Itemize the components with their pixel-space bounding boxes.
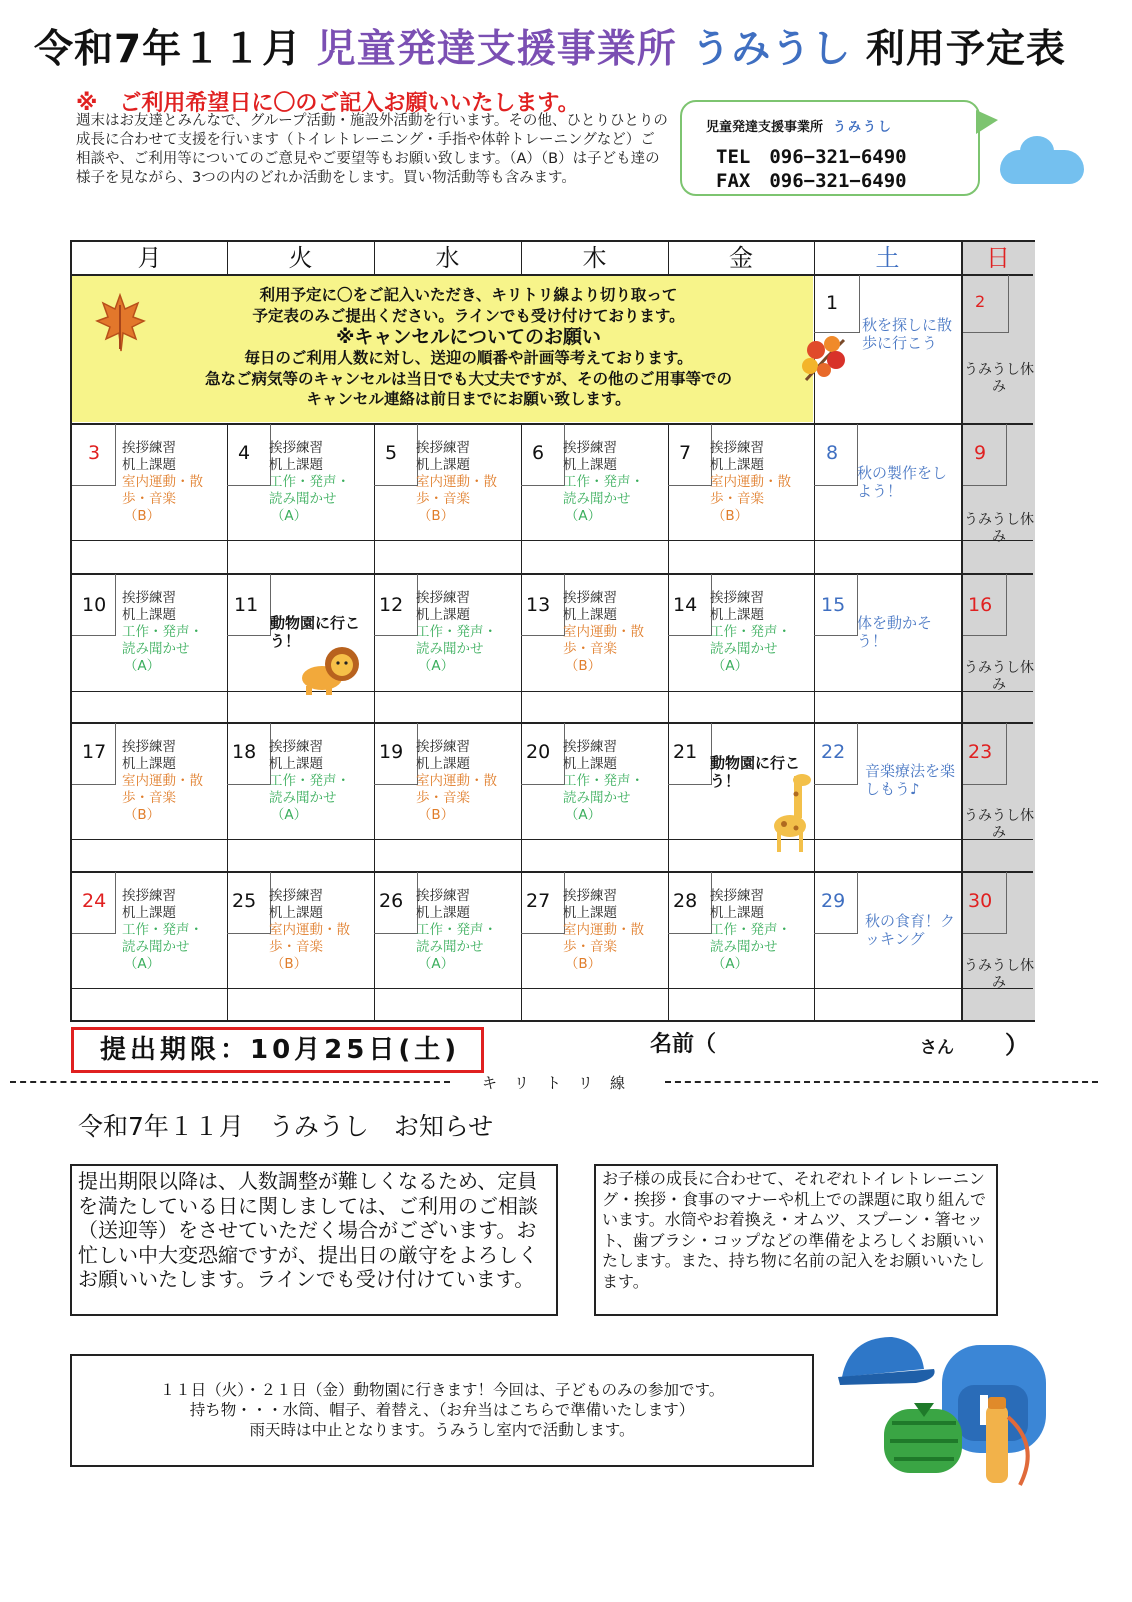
banner-line: 毎日のご利用人数に対し、送迎の順番や計画等考えております。: [244, 349, 693, 367]
event-sat-15: 体を動かそう！: [857, 614, 933, 650]
activity-line: 工作・発声・: [563, 773, 644, 789]
banner-line: キャンセル連絡は前日までにお願い致します。: [306, 390, 631, 408]
activity-line: 工作・発声・: [269, 773, 350, 789]
activity-line: 挨拶練習: [710, 440, 764, 456]
name-close-paren: ）: [1005, 1031, 1029, 1059]
date-19: 19: [379, 741, 404, 763]
rest-day-30: うみうし休み: [964, 958, 1034, 991]
grid-line: [227, 242, 228, 275]
weekday-sat: 土: [875, 244, 900, 272]
activity-line: 挨拶練習: [416, 440, 470, 456]
activity-line: 挨拶練習: [563, 440, 617, 456]
activity-24: [122, 888, 220, 973]
activity-line: 工作・発声・: [416, 922, 497, 938]
weekday-fri: 金: [729, 244, 753, 272]
activity-line: 歩・音楽: [122, 491, 176, 507]
activity-line: 挨拶練習: [416, 888, 470, 904]
activity-group: （B）: [123, 807, 161, 823]
title-name: うみうし: [691, 27, 852, 72]
belongings-illustration: [830, 1325, 1070, 1495]
activity-group: （A）: [417, 956, 455, 972]
instruction-banner: [72, 275, 813, 422]
date-26: 26: [379, 890, 404, 912]
autumn-branch-icon: [796, 330, 854, 386]
activity-28: [710, 888, 808, 973]
activity-line: 読み聞かせ: [269, 790, 337, 806]
date-8: 8: [826, 442, 839, 464]
activity-line: 挨拶練習: [269, 739, 323, 755]
activity-line: 読み聞かせ: [563, 790, 631, 806]
activity-17: [122, 739, 220, 824]
activity-line: 机上課題: [710, 457, 764, 473]
activity-line: 歩・音楽: [563, 641, 617, 657]
grid-line: [374, 242, 375, 275]
activity-group: （B）: [417, 807, 455, 823]
activity-10: [122, 590, 220, 675]
banner-line: 利用予定に〇をご記入いただき、キリトリ線より切り取って: [259, 286, 678, 304]
activity-line: 挨拶練習: [710, 590, 764, 606]
date-4: 4: [238, 442, 251, 464]
date-12: 12: [379, 594, 404, 616]
activity-line: 工作・発声・: [710, 624, 791, 640]
date-27: 27: [526, 890, 551, 912]
news-box-zoo: [70, 1354, 814, 1467]
activity-group: （B）: [417, 508, 455, 524]
date-10: 10: [82, 594, 107, 616]
activity-group: （A）: [123, 956, 161, 972]
activity-line: 机上課題: [563, 457, 617, 473]
activity-line: 机上課題: [122, 607, 176, 623]
event-sat-8: 秋の製作をしよう！: [857, 464, 948, 500]
activity-line: 読み聞かせ: [416, 939, 484, 955]
event-sat-29: 秋の食育！クッキング: [865, 912, 956, 948]
activity-line: 工作・発声・: [416, 624, 497, 640]
activity-line: 室内運動・散: [416, 474, 497, 490]
weekday-sun: 日: [986, 244, 1010, 272]
date-29: 29: [821, 890, 846, 912]
activity-line: 室内運動・散: [710, 474, 791, 490]
title-suffix: 利用予定表: [865, 27, 1066, 72]
activity-line: 歩・音楽: [710, 491, 764, 507]
cut-line-right: [665, 1081, 1098, 1083]
zoo-note-line: １１日（火）・２１日（金）動物園に行きます！今回は、子どものみの参加です。: [159, 1381, 725, 1399]
date-17: 17: [82, 741, 107, 763]
name-suffix: さん: [920, 1038, 954, 1058]
activity-line: 読み聞かせ: [710, 939, 778, 955]
activity-line: 挨拶練習: [122, 888, 176, 904]
contact-org-label: 児童発達支援事業所: [706, 120, 824, 135]
date-25: 25: [232, 890, 257, 912]
grid-line: [72, 839, 1033, 840]
activity-line: 歩・音楽: [416, 790, 470, 806]
activity-line: 机上課題: [416, 905, 470, 921]
date-28: 28: [673, 890, 698, 912]
grid-line: [668, 242, 669, 275]
activity-group: （A）: [564, 508, 602, 524]
activity-group: （A）: [417, 658, 455, 674]
date-14: 14: [673, 594, 698, 616]
activity-line: 机上課題: [269, 457, 323, 473]
banner-line: 急なご病気等のキャンセルは当日でも大丈夫ですが、その他のご用事等での: [204, 369, 732, 388]
activity-line: 机上課題: [269, 756, 323, 772]
activity-line: 机上課題: [122, 457, 176, 473]
date-7: 7: [679, 442, 692, 464]
grid-line: [72, 988, 1033, 989]
contact-name: うみうし: [833, 120, 894, 135]
news-box-deadline: 提出期限以降は、人数調整が難しくなるため、定員を満たしている日に関しましては、ご利用のご相談（送迎等）をさせていただく場合がございます。お忙しい中大変恐縮ですが、提出日の厳守をよろしくお願いいたします。ラインでも受け付けています。: [70, 1164, 558, 1316]
activity-line: 工作・発声・: [710, 922, 791, 938]
contact-bubble: [680, 100, 980, 196]
activity-6: [563, 440, 661, 525]
activity-group: （B）: [711, 508, 749, 524]
activity-line: 挨拶練習: [269, 888, 323, 904]
activity-line: 机上課題: [122, 756, 176, 772]
lion-icon: [298, 644, 362, 696]
activity-line: 挨拶練習: [122, 590, 176, 606]
activity-line: 歩・音楽: [416, 491, 470, 507]
calendar-grid: [70, 240, 1035, 1022]
activity-line: 工作・発声・: [122, 624, 203, 640]
date-18: 18: [232, 741, 257, 763]
grid-line: [72, 274, 1033, 276]
rest-day-16: うみうし休み: [964, 660, 1034, 693]
activity-line: 室内運動・散: [563, 624, 644, 640]
zoo-note-line: 持ち物・・・水筒、帽子、着替え、（お弁当はこちらで準備いたします）: [189, 1401, 695, 1419]
activity-27: [563, 888, 661, 973]
event-zoo-11: 動物園に行こう！: [270, 614, 361, 650]
cloud-illustration: [1000, 150, 1084, 184]
activity-line: 机上課題: [710, 607, 764, 623]
activity-line: 歩・音楽: [122, 790, 176, 806]
activity-line: 挨拶練習: [269, 440, 323, 456]
activity-line: 机上課題: [269, 905, 323, 921]
date-24: 24: [82, 890, 107, 912]
event-sat-1: 秋を探しに散歩に行こう: [862, 316, 953, 352]
grid-line: [72, 540, 1033, 541]
date-2: 2: [975, 292, 986, 311]
activity-5: [416, 440, 514, 525]
activity-group: （A）: [711, 956, 749, 972]
title-date: 令和7年１１月: [34, 27, 303, 72]
activity-4: [269, 440, 367, 525]
contact-fax: FAX 096−321−6490: [716, 170, 907, 192]
name-field-label[interactable]: 名前（: [650, 1032, 717, 1057]
date-22: 22: [821, 741, 846, 763]
weekday-thu: 木: [582, 244, 607, 272]
date-16: 16: [968, 594, 993, 616]
activity-line: 工作・発声・: [563, 474, 644, 490]
activity-13: [563, 590, 661, 675]
activity-line: 歩・音楽: [563, 939, 617, 955]
activity-line: 挨拶練習: [563, 590, 617, 606]
activity-line: 読み聞かせ: [710, 641, 778, 657]
activity-line: 挨拶練習: [710, 888, 764, 904]
activity-line: 机上課題: [710, 905, 764, 921]
date-15: 15: [821, 594, 846, 616]
news-title: 令和7年１１月 うみうし お知らせ: [78, 1112, 494, 1141]
banner-line: 予定表のみご提出ください。ラインでも受け付けております。: [252, 306, 685, 325]
activity-7: [710, 440, 808, 525]
weekday-wed: 水: [435, 244, 460, 272]
activity-line: 室内運動・散: [416, 773, 497, 789]
activity-14: [710, 590, 808, 675]
activity-line: 室内運動・散: [269, 922, 350, 938]
activity-group: （B）: [564, 658, 602, 674]
activity-group: （A）: [564, 807, 602, 823]
date-30: 30: [968, 890, 993, 912]
activity-line: 読み聞かせ: [122, 641, 190, 657]
page-title: [34, 18, 1066, 74]
banner-text: [124, 285, 813, 410]
activity-26: [416, 888, 514, 973]
activity-12: [416, 590, 514, 675]
activity-line: 机上課題: [563, 756, 617, 772]
activity-20: [563, 739, 661, 824]
activity-line: 机上課題: [416, 607, 470, 623]
cut-line-left: [10, 1081, 450, 1083]
activity-19: [416, 739, 514, 824]
activity-line: 挨拶練習: [416, 739, 470, 755]
contact-tel: TEL 096−321−6490: [716, 146, 907, 168]
activity-line: 読み聞かせ: [563, 491, 631, 507]
rest-day-9: うみうし休み: [964, 512, 1034, 545]
date-5: 5: [385, 442, 398, 464]
activity-line: 室内運動・散: [122, 474, 203, 490]
activity-3: [122, 440, 220, 525]
news-box-growth: お子様の成長に合わせて、それぞれトイレトレーニング・挨拶・食事のマナーや机上での課題に取り組んでいます。水筒やお着換え・オムツ、スプーン・箸セット、歯ブラシ・コップなどの準備をよろしくお願いいたします。また、持ち物に名前の記入をお願いいたします。: [594, 1164, 998, 1316]
activity-line: 机上課題: [122, 905, 176, 921]
activity-group: （A）: [270, 508, 308, 524]
cut-line-label: キリトリ線: [482, 1074, 643, 1092]
activity-line: 読み聞かせ: [416, 641, 484, 657]
contact-org: [706, 116, 893, 135]
weekday-tue: 火: [288, 244, 313, 272]
deadline-box: 提出期限：10月25日(土): [71, 1027, 484, 1073]
activity-line: 工作・発声・: [122, 922, 203, 938]
activity-line: 挨拶練習: [416, 590, 470, 606]
weekday-mon: 月: [137, 244, 162, 272]
event-sat-22: 音楽療法を楽しもう♪: [865, 762, 956, 798]
date-21: 21: [673, 741, 698, 763]
activity-line: 歩・音楽: [269, 939, 323, 955]
activity-line: 室内運動・散: [122, 773, 203, 789]
activity-line: 机上課題: [416, 756, 470, 772]
activity-18: [269, 739, 367, 824]
activity-line: 工作・発声・: [269, 474, 350, 490]
date-6: 6: [532, 442, 545, 464]
activity-line: 机上課題: [416, 457, 470, 473]
activity-group: （A）: [123, 658, 161, 674]
date-box: [963, 275, 1009, 333]
date-11: 11: [234, 594, 259, 616]
date-13: 13: [526, 594, 551, 616]
activity-group: （B）: [564, 956, 602, 972]
date-23: 23: [968, 741, 993, 763]
activity-line: 読み聞かせ: [122, 939, 190, 955]
activity-group: （B）: [123, 508, 161, 524]
activity-line: 読み聞かせ: [269, 491, 337, 507]
activity-group: （B）: [270, 956, 308, 972]
rest-day-23: うみうし休み: [964, 808, 1034, 841]
rest-day-2: うみうし休み: [964, 362, 1034, 395]
activity-line: 机上課題: [563, 607, 617, 623]
zoo-note-line: 雨天時は中止となります。うみうし室内で活動します。: [249, 1421, 635, 1439]
event-zoo-21: 動物園に行こう！: [710, 754, 801, 790]
title-org: 児童発達支援事業所: [316, 27, 677, 72]
date-3: 3: [88, 442, 101, 464]
grid-line: [521, 242, 522, 275]
date-9: 9: [974, 442, 987, 464]
activity-line: 室内運動・散: [563, 922, 644, 938]
giraffe-icon: [772, 772, 814, 854]
notice-heading: ※ ご利用希望日に〇のご記入お願いいたします。: [76, 91, 580, 116]
date-1: 1: [826, 292, 839, 314]
activity-line: 挨拶練習: [563, 888, 617, 904]
grid-line: [72, 691, 1033, 692]
activity-line: 机上課題: [563, 905, 617, 921]
notice-body: 週末はお友達とみんなで、グループ活動・施設外活動を行います。その他、ひとりひとりの成長に合わせて支援を行います（トイレトレーニング・手指や体幹トレーニングなど）ご相談や、ご利用等についてのご意見やご要望等もお願い致します。（A）（B）は子ども達の様子を見ながら、3つの内のどれか活動をします。買い物活動等も含みます。: [76, 113, 668, 186]
activity-group: （A）: [711, 658, 749, 674]
date-20: 20: [526, 741, 551, 763]
activity-line: 挨拶練習: [122, 739, 176, 755]
activity-group: （A）: [270, 807, 308, 823]
banner-cancel-heading: ※キャンセルについてのお願い: [335, 326, 602, 348]
activity-line: 挨拶練習: [563, 739, 617, 755]
activity-line: 挨拶練習: [122, 440, 176, 456]
activity-25: [269, 888, 367, 973]
